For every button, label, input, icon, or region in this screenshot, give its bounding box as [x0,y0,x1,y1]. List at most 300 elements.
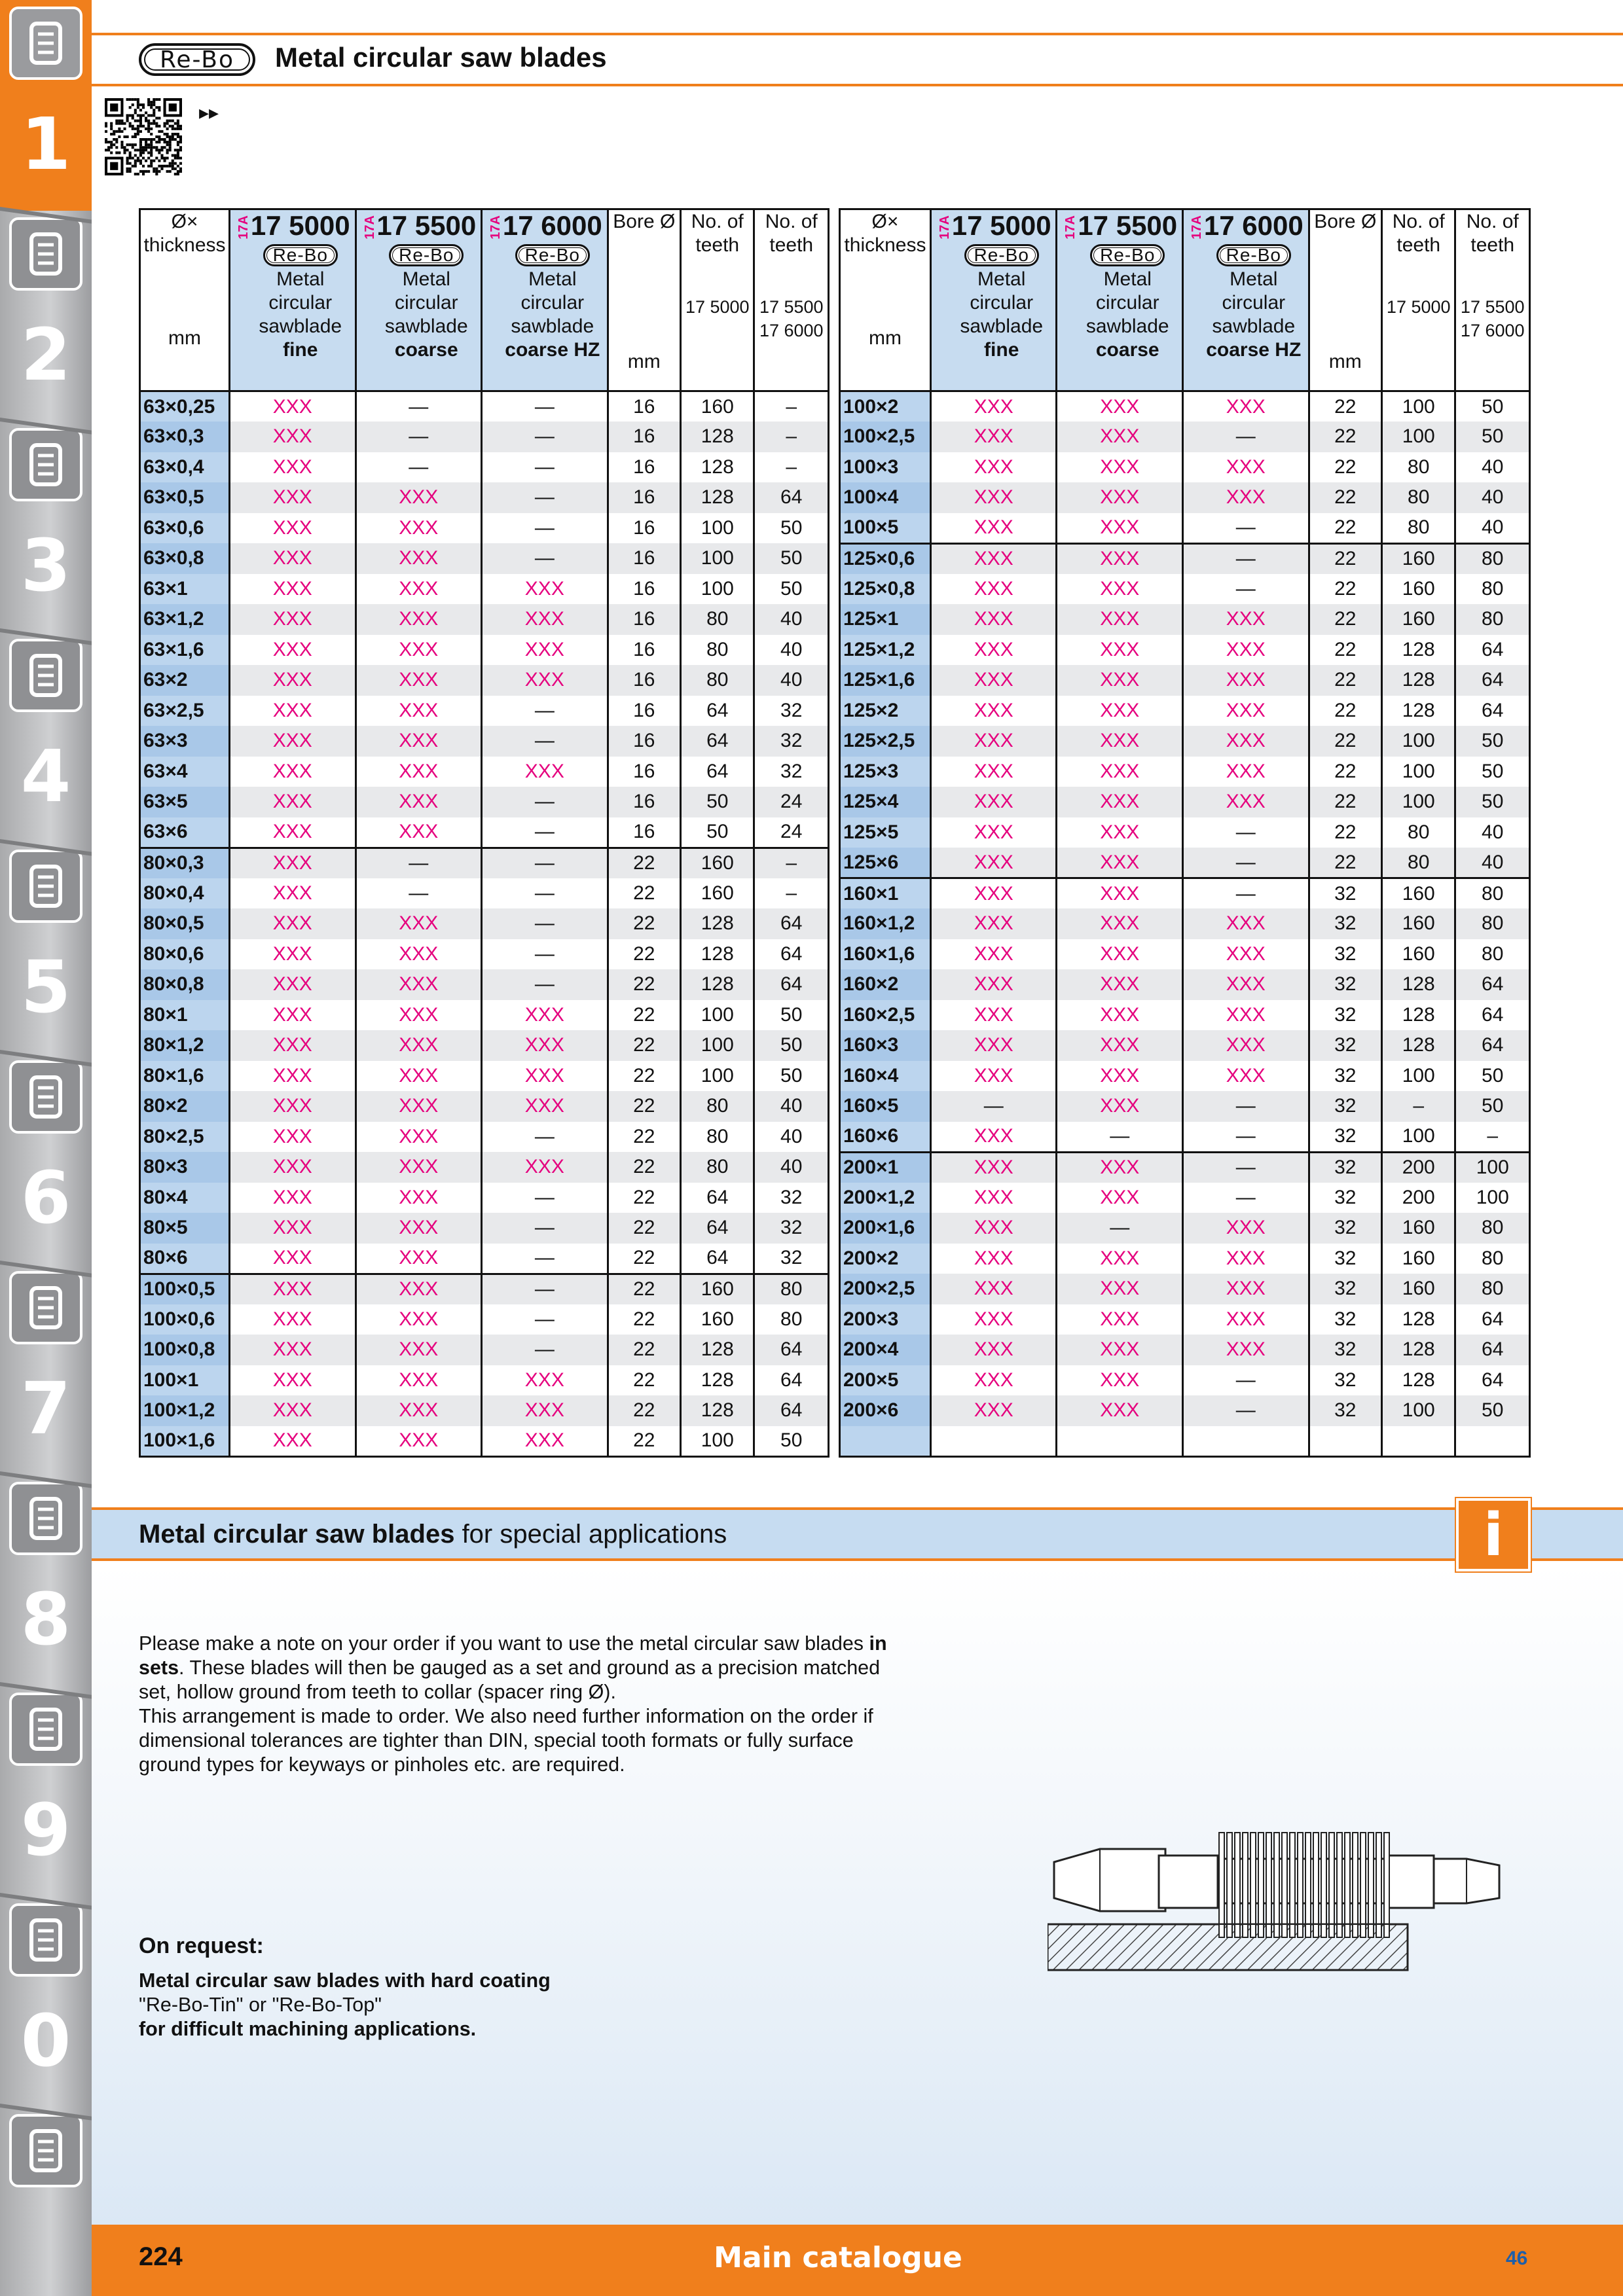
availability-coarse: XXX [1057,1152,1183,1183]
teeth-fine-cell: 160 [1381,939,1455,970]
bore-cell: 32 [1309,878,1381,909]
teeth-fine-cell: 64 [681,1213,754,1244]
teeth-fine-cell: – [1381,1091,1455,1122]
teeth-header-coarse [1455,209,1530,391]
teeth-fine-cell: 160 [1381,1244,1455,1274]
teeth-fine-cell: 80 [681,604,754,635]
availability-fine: XXX [229,908,356,939]
table-row [140,787,829,817]
size-cell: 80×0,4 [140,878,230,909]
bore-cell: 22 [1309,848,1381,878]
teeth-fine-cell: 200 [1381,1152,1455,1183]
bore-cell: 22 [1309,817,1381,848]
size-cell: 100×0,5 [140,1274,230,1304]
size-cell: 63×1,2 [140,604,230,635]
product-desc: sawblade [511,315,594,337]
bore-cell: 22 [608,1335,680,1365]
teeth-coarse-cell: 64 [1455,1335,1530,1365]
article-number: 17 5000 [951,210,1051,241]
teeth-coarse-cell: 64 [1455,1365,1530,1396]
teeth-fine-cell: 128 [681,422,754,452]
series-code: 17A [236,215,251,240]
availability-fine: XXX [229,787,356,817]
teeth-coarse-cell: 64 [1455,665,1530,696]
availability-hz: — [1183,1152,1309,1183]
availability-fine: XXX [930,1365,1057,1396]
availability-fine: XXX [930,1061,1057,1092]
saw-blade-table-left [139,208,830,1458]
size-cell: 100×1,6 [140,1426,230,1457]
availability-hz: XXX [1183,696,1309,726]
availability-hz: XXX [1183,391,1309,422]
bore-cell: 32 [1309,1365,1381,1396]
availability-hz: XXX [1183,1304,1309,1335]
bore-cell: 32 [1309,939,1381,970]
availability-hz: XXX [1183,604,1309,635]
sidebar-tab-3[interactable] [0,422,92,632]
size-cell: 80×0,3 [140,848,230,878]
article-number: 17 5000 [250,210,350,241]
teeth-fine-cell: 100 [681,543,754,574]
teeth-coarse-cell: 40 [754,1122,829,1153]
teeth-coarse-cell: 32 [754,757,829,787]
availability-fine: XXX [930,1304,1057,1335]
size-cell: 63×4 [140,757,230,787]
teeth-fine-cell: 160 [1381,1274,1455,1304]
availability-fine: XXX [930,787,1057,817]
size-header-unit: mm [868,327,902,349]
bore-cell: 32 [1309,1122,1381,1153]
teeth-coarse-cell: 50 [754,1061,829,1092]
availability-hz: — [1183,1183,1309,1213]
availability-coarse: XXX [1057,848,1183,878]
table-row [140,513,829,544]
availability-coarse: XXX [1057,1030,1183,1061]
teeth-coarse-cell: 64 [754,482,829,513]
availability-hz: XXX [1183,1244,1309,1274]
bore-cell: 22 [608,1304,680,1335]
table-row [840,726,1530,757]
product-header-175000 [229,209,356,391]
availability-coarse: XXX [356,726,482,757]
availability-hz: — [482,787,608,817]
series-code: 17A [937,215,952,240]
size-cell: 160×1,6 [840,939,931,970]
availability-coarse: XXX [356,696,482,726]
teeth-fine-cell: 80 [1381,452,1455,483]
availability-fine: XXX [229,1304,356,1335]
bore-header [608,209,680,391]
teeth-ref: 17 5000 [1386,297,1451,317]
teeth-coarse-cell: 64 [1455,1030,1530,1061]
size-cell: 63×3 [140,726,230,757]
availability-fine: XXX [930,1030,1057,1061]
availability-fine: XXX [930,726,1057,757]
table-row [140,1183,829,1213]
size-cell: 160×6 [840,1122,931,1153]
bore-cell: 22 [1309,696,1381,726]
bore-cell: 22 [1309,513,1381,544]
availability-hz: XXX [1183,757,1309,787]
table-row [840,1274,1530,1304]
teeth-coarse-cell: 50 [1455,726,1530,757]
availability-fine: XXX [930,1000,1057,1031]
teeth-fine-cell: 160 [1381,1213,1455,1244]
availability-hz: XXX [1183,939,1309,970]
table-row [140,1365,829,1396]
size-cell: 100×4 [840,482,931,513]
availability-coarse: XXX [1057,391,1183,422]
availability-hz: — [1183,422,1309,452]
availability-hz: XXX [482,1365,608,1396]
bore-cell [1309,1426,1381,1457]
table-row [140,1122,829,1153]
bore-cell: 16 [608,452,680,483]
availability-fine: XXX [229,1335,356,1365]
availability-coarse: XXX [356,1304,482,1335]
sidebar-tab-1[interactable] [0,0,92,211]
teeth-fine-cell: 160 [681,391,754,422]
availability-hz: — [1183,543,1309,574]
qr-code-icon[interactable] [105,98,182,175]
size-cell: 125×2 [840,696,931,726]
availability-coarse: XXX [1057,1335,1183,1365]
article-number: 17 5500 [376,210,477,241]
size-cell: 63×0,4 [140,452,230,483]
size-cell: 125×2,5 [840,726,931,757]
table-row [140,635,829,666]
availability-fine: XXX [930,482,1057,513]
availability-hz: XXX [482,1395,608,1426]
sidebar-number: 6 [20,1156,71,1240]
table-row [840,1152,1530,1183]
table-row [140,1395,829,1426]
availability-coarse: — [356,452,482,483]
availability-fine: XXX [930,878,1057,909]
bore-cell: 22 [608,1030,680,1061]
teeth-fine-cell: 100 [1381,787,1455,817]
availability-fine: XXX [229,726,356,757]
availability-hz: XXX [1183,1061,1309,1092]
table-row [140,1335,829,1365]
table-row [840,452,1530,483]
teeth-coarse-cell: 50 [754,513,829,544]
size-cell: 200×6 [840,1395,931,1426]
availability-hz: — [1183,878,1309,909]
availability-coarse: XXX [356,543,482,574]
teeth-fine-cell: 80 [681,1122,754,1153]
availability-fine: XXX [229,848,356,878]
size-cell: 80×5 [140,1213,230,1244]
table-row [840,1183,1530,1213]
availability-hz: — [1183,1365,1309,1396]
table-row [140,1213,829,1244]
teeth-fine-cell: 64 [681,696,754,726]
availability-fine: XXX [930,1213,1057,1244]
availability-fine: XXX [229,1365,356,1396]
availability-fine: XXX [930,817,1057,848]
sidebar-tab-4[interactable] [0,632,92,843]
bore-cell: 22 [608,1274,680,1304]
table-row [840,908,1530,939]
availability-fine: XXX [229,1244,356,1274]
footer-code: 46 [1506,2248,1528,2269]
availability-fine: XXX [229,1395,356,1426]
size-cell: 63×2,5 [140,696,230,726]
availability-hz: — [1183,1091,1309,1122]
teeth-label: teeth [1470,234,1515,256]
availability-hz: XXX [1183,1335,1309,1365]
teeth-label: No. of [1392,211,1445,232]
table-row [840,696,1530,726]
availability-coarse: XXX [1057,635,1183,666]
on-request-line-3: for difficult machining applications. [139,2018,477,2040]
teeth-coarse-cell: 32 [754,696,829,726]
table-header-row [140,209,829,391]
size-cell: 200×1,6 [840,1213,931,1244]
teeth-fine-cell: 128 [681,1365,754,1396]
availability-hz: XXX [482,604,608,635]
info-icon: i [1456,1498,1531,1571]
caliper-icon [9,639,82,712]
teeth-fine-cell: 128 [1381,1335,1455,1365]
forward-arrows-icon[interactable]: ▸▸ [199,101,219,124]
teeth-coarse-cell: 80 [1455,1213,1530,1244]
teeth-ref: 17 5000 [685,297,750,317]
on-request-line-2: "Re-Bo-Tin" or "Re-Bo-Top" [139,1994,382,2016]
size-cell: 63×0,25 [140,391,230,422]
safety-icon [9,1903,82,1977]
size-header [140,209,230,391]
availability-fine: XXX [930,1274,1057,1304]
teeth-coarse-cell: 64 [754,969,829,1000]
bore-cell: 16 [608,482,680,513]
availability-fine: XXX [229,1152,356,1183]
size-cell: 63×6 [140,817,230,848]
footer-title: Main catalogue [714,2241,962,2274]
teeth-fine-cell: 160 [1381,878,1455,909]
bore-cell: 32 [1309,1213,1381,1244]
availability-fine: XXX [930,757,1057,787]
bore-cell: 16 [608,391,680,422]
bore-cell: 22 [1309,391,1381,422]
availability-hz: — [482,513,608,544]
size-cell: 80×1,2 [140,1030,230,1061]
teeth-coarse-cell: 80 [1455,878,1530,909]
availability-hz: — [482,1335,608,1365]
availability-hz: — [482,1122,608,1153]
teeth-fine-cell: 100 [1381,391,1455,422]
teeth-coarse-cell: 50 [1455,757,1530,787]
availability-fine: XXX [930,939,1057,970]
size-header-label: thickness [143,234,226,256]
availability-fine: XXX [930,1152,1057,1183]
teeth-coarse-cell: 64 [1455,635,1530,666]
size-header [840,209,931,391]
teeth-label: teeth [769,234,814,256]
availability-hz: XXX [482,757,608,787]
teeth-coarse-cell: 50 [1455,1091,1530,1122]
section-sidebar [0,0,92,2296]
availability-hz: — [1183,513,1309,544]
availability-coarse: XXX [1057,1274,1183,1304]
teeth-fine-cell: 50 [681,817,754,848]
page-number: 224 [139,2242,183,2271]
bore-cell: 32 [1309,1183,1381,1213]
table-row [840,1091,1530,1122]
availability-coarse: XXX [356,1274,482,1304]
teeth-fine-cell: 80 [681,665,754,696]
availability-hz: XXX [1183,969,1309,1000]
bore-cell: 22 [1309,726,1381,757]
on-request-note [139,1934,551,2041]
availability-coarse: XXX [356,635,482,666]
table-row [140,665,829,696]
teeth-coarse-cell: – [754,422,829,452]
sidebar-tab-6[interactable] [0,1054,92,1265]
sidebar-number: 2 [20,313,71,397]
availability-hz: — [482,1304,608,1335]
table-row [840,635,1530,666]
availability-hz: — [482,1274,608,1304]
size-cell: 63×0,5 [140,482,230,513]
size-cell: 125×4 [840,787,931,817]
availability-coarse: XXX [1057,969,1183,1000]
teeth-header-coarse [754,209,829,391]
teeth-coarse-cell: 64 [754,1395,829,1426]
cabinet-icon [9,1693,82,1766]
teeth-coarse-cell: 32 [754,726,829,757]
availability-hz: — [482,1183,608,1213]
teeth-fine-cell: 80 [1381,817,1455,848]
brand-logo: Re-Bo [139,43,255,76]
teeth-fine-cell: 160 [681,878,754,909]
table-row [140,1244,829,1274]
availability-fine: XXX [229,1030,356,1061]
availability-coarse: XXX [1057,1244,1183,1274]
brand-pill: Re-Bo [1216,244,1291,266]
teeth-coarse-cell: 64 [1455,1304,1530,1335]
bore-cell: 22 [1309,482,1381,513]
saw-blade-table-right [839,208,1531,1458]
teeth-fine-cell: 128 [1381,665,1455,696]
availability-fine: XXX [930,908,1057,939]
teeth-coarse-cell: 50 [754,543,829,574]
teeth-fine-cell: 128 [1381,1000,1455,1031]
series-code: 17A [1063,215,1078,240]
availability-coarse: XXX [356,817,482,848]
availability-hz: — [1183,1395,1309,1426]
size-cell: 160×2 [840,969,931,1000]
availability-coarse: XXX [356,1061,482,1092]
bore-cell: 22 [1309,635,1381,666]
availability-coarse: — [356,422,482,452]
sidebar-tab-7[interactable] [0,1265,92,1475]
sidebar-tab-5[interactable] [0,843,92,1054]
availability-coarse: XXX [1057,757,1183,787]
table-row [840,665,1530,696]
size-cell: 125×0,6 [840,543,931,574]
table-row [140,1091,829,1122]
sidebar-tab-8[interactable] [0,1475,92,1686]
size-cell: 125×1 [840,604,931,635]
availability-hz: — [482,696,608,726]
toolbox-icon [9,1482,82,1555]
availability-hz: — [482,908,608,939]
table-row [140,422,829,452]
availability-hz [1183,1426,1309,1457]
bore-cell: 16 [608,574,680,605]
teeth-fine-cell: 80 [681,1091,754,1122]
bore-cell: 22 [608,1061,680,1092]
teeth-fine-cell: 100 [1381,1061,1455,1092]
table-row [140,604,829,635]
teeth-fine-cell: 160 [681,1274,754,1304]
table-header-row [840,209,1530,391]
table-row [140,543,829,574]
table-row [140,969,829,1000]
sidebar-tab-0[interactable] [0,1897,92,2108]
teeth-coarse-cell: 50 [754,574,829,605]
teeth-fine-cell: 160 [681,1304,754,1335]
brand-pill: Re-Bo [263,244,338,266]
teeth-coarse-cell [1455,1426,1530,1457]
teeth-fine-cell: 80 [681,635,754,666]
size-cell: 200×1 [840,1152,931,1183]
availability-hz: XXX [482,1000,608,1031]
sidebar-tab-9[interactable] [0,1686,92,1897]
table-row [140,696,829,726]
availability-hz: XXX [1183,726,1309,757]
teeth-coarse-cell: 64 [754,908,829,939]
teeth-coarse-cell: 24 [754,787,829,817]
bore-cell: 22 [608,1152,680,1183]
availability-hz: XXX [482,574,608,605]
sidebar-tab-2[interactable] [0,211,92,422]
sidebar-number: 8 [20,1577,71,1661]
bore-cell: 22 [1309,422,1381,452]
teeth-coarse-cell: 50 [1455,422,1530,452]
availability-coarse: XXX [356,1152,482,1183]
availability-hz: — [1183,1122,1309,1153]
size-cell: 200×2 [840,1244,931,1274]
teeth-fine-cell: 64 [681,726,754,757]
availability-fine: XXX [930,635,1057,666]
sidebar-tab-i[interactable] [0,2108,92,2296]
availability-coarse: XXX [356,1335,482,1365]
table-row [840,969,1530,1000]
teeth-fine-cell: 128 [1381,696,1455,726]
size-cell: 125×6 [840,848,931,878]
table-row [140,391,829,422]
table-row [840,543,1530,574]
teeth-fine-cell: 128 [1381,969,1455,1000]
availability-hz: — [482,969,608,1000]
availability-hz: XXX [1183,482,1309,513]
availability-fine: XXX [229,1213,356,1244]
teeth-header-fine [681,209,754,391]
size-cell: 160×1,2 [840,908,931,939]
availability-fine: XXX [229,1183,356,1213]
teeth-fine-cell: 100 [681,1061,754,1092]
availability-coarse: XXX [1057,1365,1183,1396]
info-paragraph-1: Please make a note on your order if you want to use the metal circular saw blades in sets. These blades will then be gauged as a set and ground as a precision matched set, hollow ground from teeth to collar (spacer ring Ø). [139,1632,887,1703]
series-code: 17A [1190,215,1205,240]
availability-fine [930,1426,1057,1457]
bore-cell: 32 [1309,1091,1381,1122]
availability-fine: XXX [229,878,356,909]
bore-cell: 32 [1309,1304,1381,1335]
